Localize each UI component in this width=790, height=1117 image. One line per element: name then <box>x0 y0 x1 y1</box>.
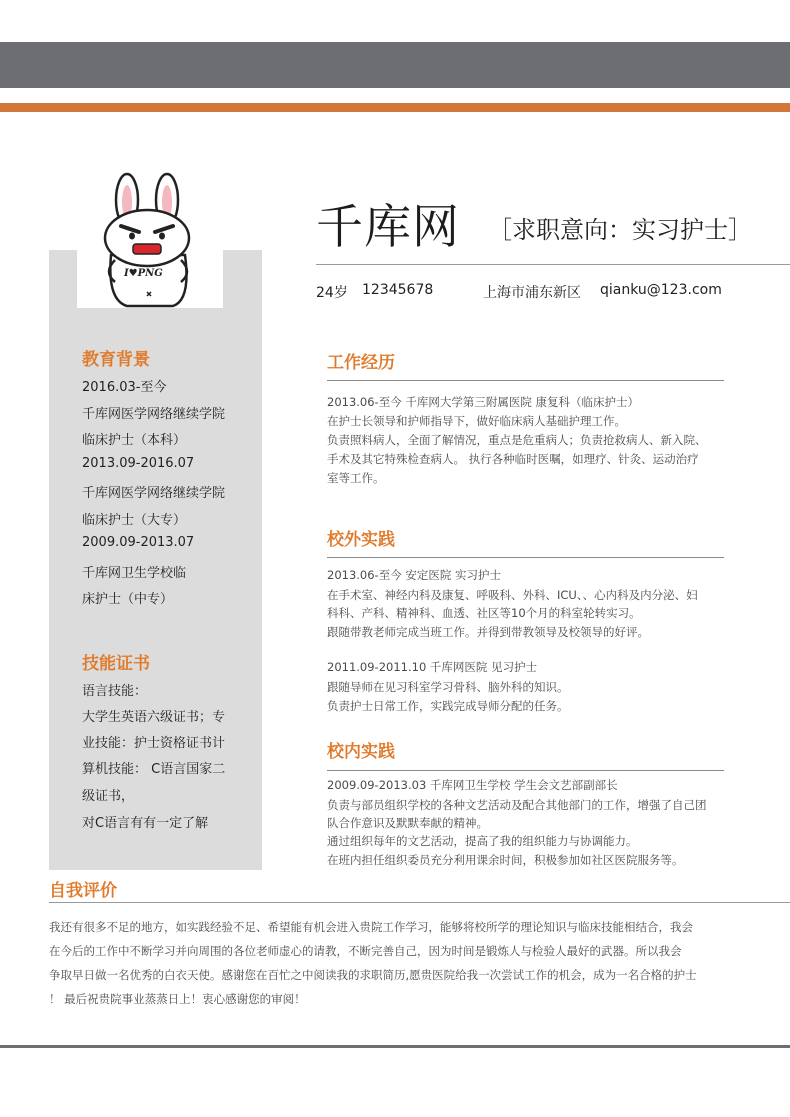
work-line: 在护士长领导和护师指导下，做好临床病人基础护理工作。 <box>327 414 626 428</box>
footer-divider <box>0 1045 790 1048</box>
info-age: 24岁 <box>316 285 348 301</box>
education-line: 临床护士（大专） <box>82 513 187 528</box>
education-line: 临床护士（本科） <box>82 433 187 448</box>
external-divider <box>327 557 724 558</box>
internal-line: 通过组织每年的文艺活动，提高了我的组织能力与协调能力。 <box>327 834 638 848</box>
education-line: 千库网医学网络继续学院 <box>82 407 226 422</box>
candidate-name: 千库网 <box>316 200 460 255</box>
work-line: 2013.06-至今 千库网大学第三附属医院 康复科（临床护士） <box>327 395 640 409</box>
education-line: 2016.03-至今 <box>82 380 167 395</box>
work-title: 工作经历 <box>327 353 395 373</box>
skills-line: 级证书， <box>82 789 135 804</box>
education-line: 床护士（中专） <box>82 592 174 607</box>
info-phone: 12345678 <box>362 282 434 298</box>
external-title: 校外实践 <box>327 530 395 550</box>
info-address: 上海市浦东新区 <box>483 285 581 301</box>
rabbit-mascot-icon <box>77 160 223 308</box>
profile-photo <box>77 160 223 308</box>
accent-stripe <box>0 103 790 112</box>
name-divider <box>316 264 790 265</box>
external-line: 科科、产科、精神科、血透、社区等10个月的科室轮转实习。 <box>327 606 641 620</box>
internal-title: 校内实践 <box>327 742 395 762</box>
badge-text: I♥PNG <box>124 268 163 279</box>
external-line: 负责护士日常工作，实践完成导师分配的任务。 <box>327 699 569 713</box>
work-line: 室等工作。 <box>327 471 385 485</box>
internal-line: 负责与部员组织学校的各种文艺活动及配合其他部门的工作，增强了自己团 <box>327 798 707 812</box>
self-eval-title: 自我评价 <box>49 881 117 901</box>
work-line: 负责照料病人，全面了解情况，重点是危重病人；负责抢救病人、新入院、 <box>327 433 707 447</box>
self-eval-line: ！ 最后祝贵院事业蒸蒸日上！衷心感谢您的审阅！ <box>49 992 306 1006</box>
education-line: 2009.09-2013.07 <box>82 535 195 550</box>
work-line: 手术及其它特殊检查病人。 执行各种临时医嘱，如理疗、针灸、运动治疗 <box>327 452 699 466</box>
self-eval-line: 争取早日做一名优秀的白衣天使。感谢您在百忙之中阅读我的求职简历,愿贵医院给我一次尝试工作的机会，成为一名合格的护士 <box>49 968 697 982</box>
skills-line: 语言技能： <box>82 684 148 699</box>
external-line: 跟随带教老师完成当班工作。并得到带教领导及校领导的好评。 <box>327 625 649 639</box>
info-email: qianku@123.com <box>600 282 722 298</box>
external-line: 在手术室、神经内科及康复、呼吸科、外科、ICU、、心内科及内分泌、妇 <box>327 588 698 602</box>
sidebar-panel <box>49 250 262 870</box>
skills-title: 技能证书 <box>82 654 150 674</box>
education-line: 千库网卫生学校临 <box>82 566 187 581</box>
self-eval-line: 我还有很多不足的地方，如实践经验不足、希望能有机会进入贵院工作学习，能够将校所学的理论知识与临床技能相结合，我会 <box>49 920 693 934</box>
self-eval-divider <box>49 902 790 903</box>
internal-line: 在班内担任组织委员充分利用课余时间，积极参加如社区医院服务等。 <box>327 853 684 867</box>
internal-line: 队合作意识及默默奉献的精神。 <box>327 816 488 830</box>
skills-line: 算机技能： C语言国家二 <box>82 762 226 777</box>
job-intent: ［求职意向：实习护士］ <box>488 216 752 244</box>
internal-divider <box>327 770 724 771</box>
skills-line: 对C语言有有一定了解 <box>82 816 209 831</box>
self-eval-line: 在今后的工作中不断学习并向周围的各位老师虚心的请教，不断完善自己，因为时间是锻炼人与检验人最好的武器。所以我会 <box>49 944 682 958</box>
external-line: 2011.09-2011.10 千库网医院 见习护士 <box>327 660 538 674</box>
education-title: 教育背景 <box>82 350 150 370</box>
internal-line: 2009.09-2013.03 千库网卫生学校 学生会文艺部副部长 <box>327 778 618 792</box>
header-band <box>0 42 790 88</box>
work-divider <box>327 380 724 381</box>
education-line: 2013.09-2016.07 <box>82 456 195 471</box>
external-line: 2013.06-至今 安定医院 实习护士 <box>327 568 502 582</box>
education-line: 千库网医学网络继续学院 <box>82 486 226 501</box>
skills-line: 大学生英语六级证书；专 <box>82 710 226 725</box>
external-line: 跟随导师在见习科室学习骨科、脑外科的知识。 <box>327 680 569 694</box>
skills-line: 业技能：护士资格证书计 <box>82 736 226 751</box>
